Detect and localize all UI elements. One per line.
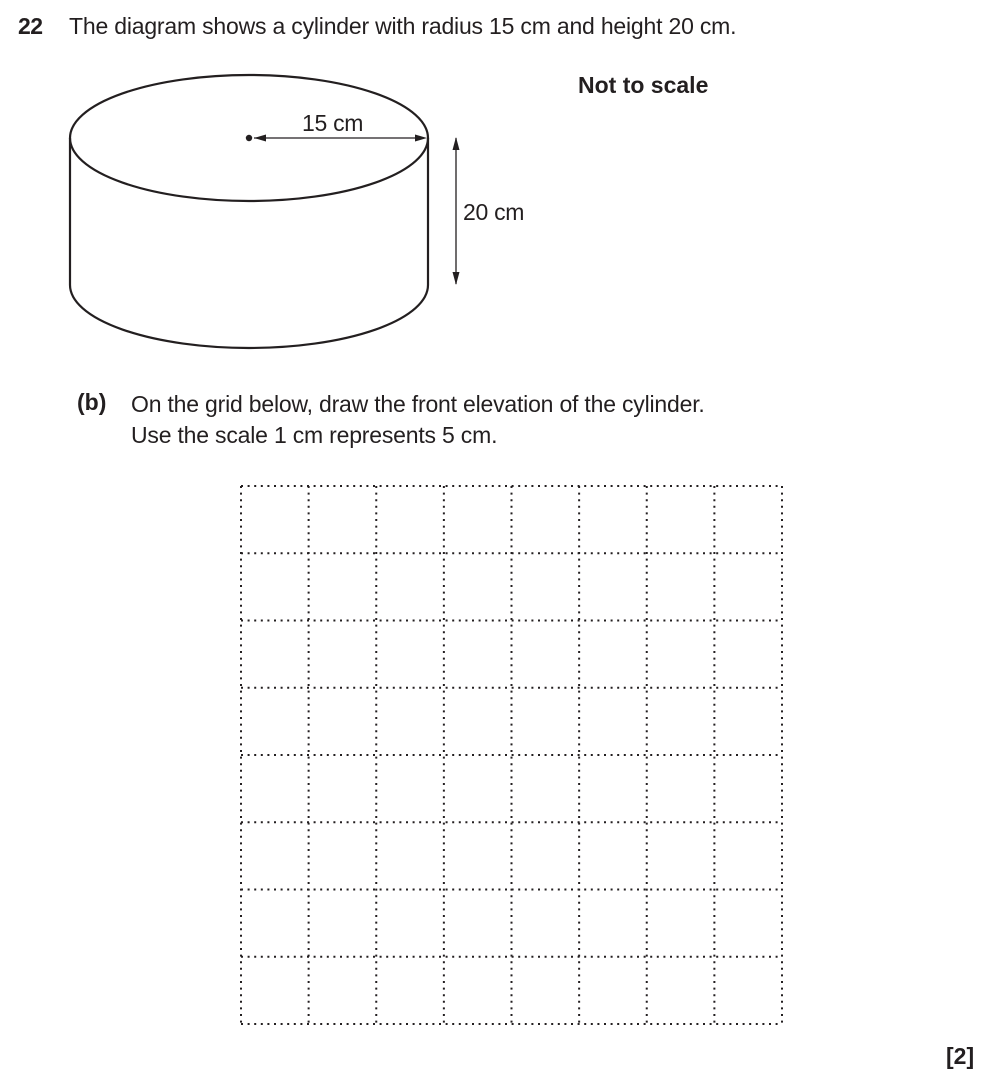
marks-label: [2] — [946, 1043, 975, 1069]
question-number: 22 — [18, 13, 43, 39]
radius-label: 15 cm — [302, 110, 364, 136]
part-b-line-1: On the grid below, draw the front elevation of the cylinder. — [131, 391, 705, 417]
height-label: 20 cm — [463, 199, 525, 225]
question-stem: The diagram shows a cylinder with radius 15 cm and height 20 cm. — [69, 13, 737, 39]
part-b-line-2: Use the scale 1 cm represents 5 cm. — [131, 422, 498, 448]
not-to-scale-note: Not to scale — [578, 72, 709, 98]
part-b-label: (b) — [77, 389, 107, 415]
